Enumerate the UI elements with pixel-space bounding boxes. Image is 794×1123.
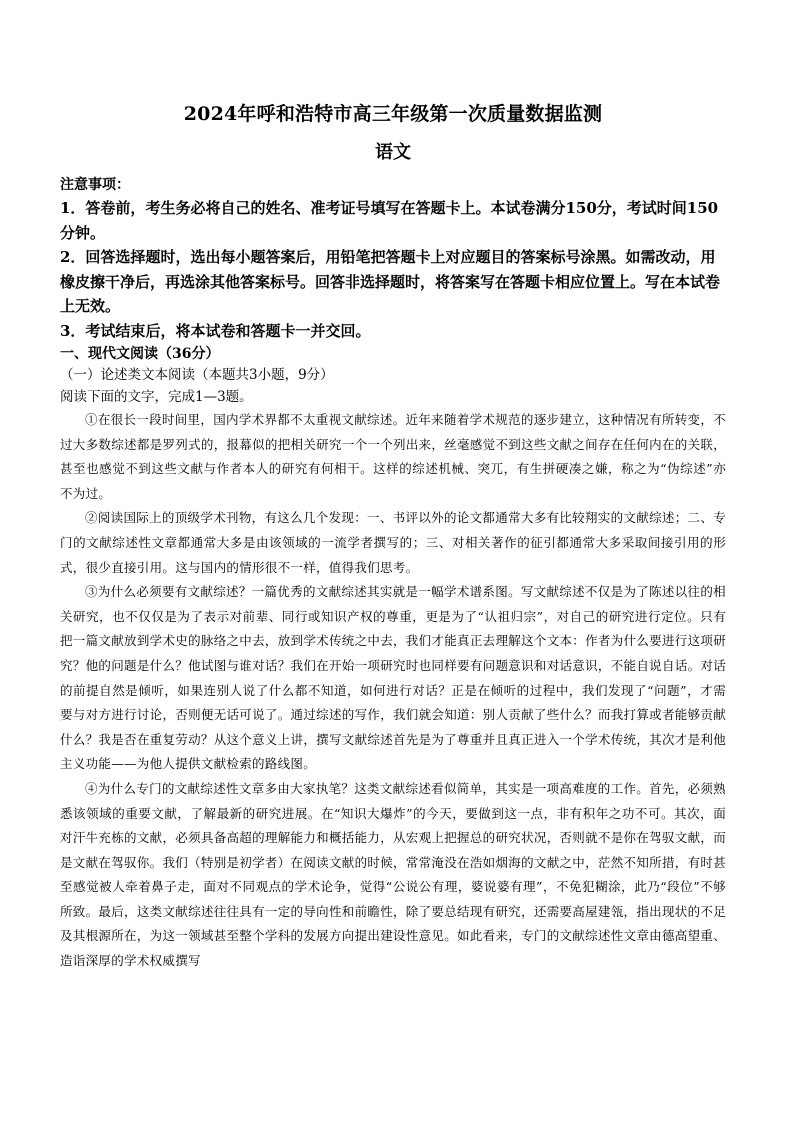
passage-paragraph: ②阅读国际上的顶级学术刊物，有这么几个发现：一、书评以外的论文都通常大多有比较翔实的文献综述；二、专门的文献综述性文章都通常大多是由该领域的一流学者撰写的；三、对相关著作的征引都通常大多采取间接引用的形式，很少直接引用。这与国内的情形很不一样，值得我们思考。 (60, 510, 726, 575)
subject-title: 语文 (375, 142, 411, 163)
notice-heading: 注意事项： (60, 177, 130, 193)
section-heading: 一、现代文阅读（36分） (60, 346, 220, 362)
notice-block (60, 174, 726, 343)
exam-title: 2024年呼和浩特市高三年级第一次质量数据监测 (183, 103, 603, 125)
reading-instruction: 阅读下面的文字，完成1—3题。 (60, 388, 253, 405)
reading-passage (60, 408, 726, 974)
notice-item: 1．答卷前，考生务必将自己的姓名、准考证号填写在答题卡上。本试卷满分150分，考试时间150分钟。 (60, 199, 719, 242)
section-subheading: （一）论述类文本阅读（本题共3小题，9分） (60, 367, 334, 383)
notice-item: 2．回答选择题时，选出每小题答案后，用铅笔把答题卡上对应题目的答案标号涂黑。如需改动，用橡皮擦干净后，再选涂其他答案标号。回答非选择题时，将答案写在答题卡相应位置上。写在本试卷上无效。 (60, 248, 721, 315)
passage-paragraph: ③为什么必须要有文献综述？一篇优秀的文献综述其实就是一幅学术谱系图。写文献综述不仅是为了陈述以往的相关研究，也不仅仅是为了表示对前辈、同行或知识产权的尊重，更是为了“认祖归宗”，对自己的研究进行定位。只有把一篇文献放到学术史的脉络之中去，放到学术传统之中去，我们才能真正去理解这个文本：作者为什么要进行这项研究？他的问题是什么？他试图与谁对话？我们在开始一项研究时也同样要有问题意识和对话意识，不能自说自话。对话的前提自然是倾听，如果连别人说了什么都不知道，如何进行对话？正是在倾听的过程中，我们发现了“问题”，才需要与对方进行讨论，否则便无话可说了。通过综述的写作，我们就会知道：别人贡献了些什么？而我打算或者能够贡献什么？我是否在重复劳动？从这个意义上讲，撰写文献综述首先是为了尊重并且真正进入一个学术传统，其次才是利他主义功能——为他人提供文献检索的路线图。 (60, 584, 726, 772)
passage-paragraph: ①在很长一段时间里，国内学术界都不太重视文献综述。近年来随着学术规范的逐步建立，这种情况有所转变，不过大多数综述都是罗列式的，报幕似的把相关研究一个一个列出来，丝毫感觉不到这些文献之间存在任何内在的关联，甚至也感觉不到这些文献与作者本人的研究有何相干。这样的综述机械、突兀，有生拼硬凑之嫌，称之为“伪综述”亦不为过。 (60, 412, 726, 501)
passage-paragraph: ④为什么专门的文献综述性文章多由大家执笔？这类文献综述看似简单，其实是一项高难度的工作。首先，必须熟悉该领域的重要文献，了解最新的研究进展。在“知识大爆炸”的今天，要做到这一点，非有积年之功不可。其次，面对汗牛充栋的文献，必须具备高超的理解能力和概括能力，从宏观上把握总的研究状况，否则就不是你在驾驭文献，而是文献在驾驭你。我们（特别是初学者）在阅读文献的时候，常常淹没在浩如烟海的文献之中，茫然不知所措，有时甚至感觉被人牵着鼻子走，面对不同观点的学术论争，觉得“公说公有理，婆说婆有理”，不免犯糊涂，此乃“段位”不够所致。最后，这类文献综述往往具有一定的导向性和前瞻性，除了要总结现有研究，还需要高屋建瓴，指出现状的不足及其根源所在，为这一领域甚至整个学科的发展方向提出建设性意见。如此看来，专门的文献综述性文章由德高望重、造诣深厚的学术权威撰写 (60, 780, 726, 969)
notice-item: 3．考试结束后，将本试卷和答题卡一并交回。 (60, 321, 371, 340)
exam-page (60, 100, 726, 974)
